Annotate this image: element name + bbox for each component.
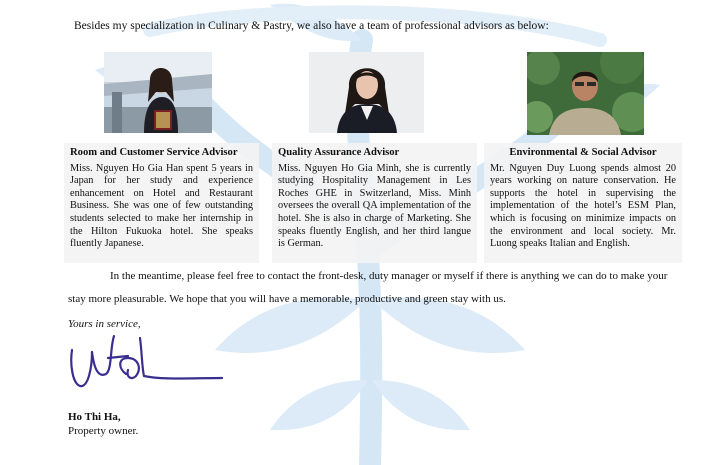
advisor-bio: Miss. Nguyen Ho Gia Minh, she is currently studying Hospitality Management in Les Roches GHE in Switzerland, Miss. Minh oversees the overall QA implementation of the hotel. She is also in charge of Marketing. She speaks fluently English, and her third langue is German. [278, 162, 471, 250]
advisor-title: Environmental & Social Advisor [509, 147, 657, 158]
advisor-photo-environmental [527, 52, 644, 135]
advisor-card-quality-assurance [272, 143, 477, 263]
advisor-photo-room-service [104, 52, 212, 133]
signer-name: Ho Thi Ha, [68, 411, 121, 423]
advisor-bio: Mr. Nguyen Duy Luong spends almost 20 years working on nature conservation. He supports the hotel in supervising the implementation of the hotel’s ESM Plan, which is focusing on minimize impacts on the environment and local society. Mr. Luong speaks Italian and English. [490, 162, 676, 250]
advisor-title: Room and Customer Service Advisor [70, 147, 238, 158]
advisor-title: Quality Assurance Advisor [278, 147, 400, 158]
handwritten-signature [62, 328, 227, 398]
advisor-card-room-service [64, 143, 259, 263]
valediction: Yours in service, [68, 318, 141, 330]
advisor-photo-quality-assurance [309, 52, 424, 133]
advisor-bio: Miss. Nguyen Ho Gia Han spent 5 years in Japan for her study and experience enhancement on Hotel and Restaurant Business. She was one of few outstanding students selected to make her internship in the Hilton Fukuoka hotel. She speaks fluently Japanese. [70, 162, 253, 250]
intro-text: Besides my specialization in Culinary & Pastry, we also have a team of professional advisors as below: [74, 20, 549, 32]
advisor-card-environmental [484, 143, 682, 263]
signer-role: Property owner. [68, 425, 139, 437]
closing-paragraph: In the meantime, please feel free to contact the front-desk, duty manager or myself if there is anything we can do to make your stay more pleasurable. We hope that you will have a memorable, productive and green stay with us. [68, 270, 668, 305]
